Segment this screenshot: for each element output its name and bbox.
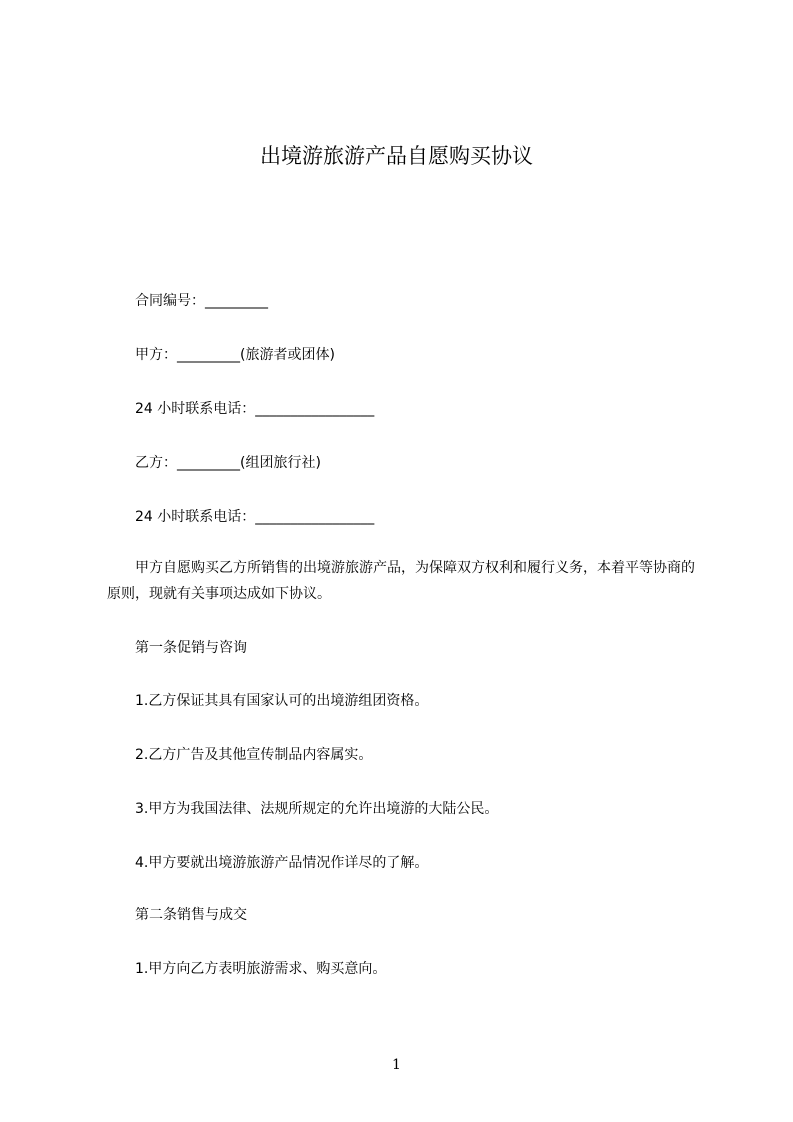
- intro-paragraph: 甲方自愿购买乙方所销售的出境游旅游产品，为保障双方权利和履行义务，本着平等协商的原则，现就有关事项达成如下协议。: [107, 560, 695, 602]
- article-1-item-4: 4.甲方要就出境游旅游产品情况作详尽的了解。: [135, 855, 429, 871]
- article-2-item-1: 1.甲方向乙方表明旅游需求、购买意向。: [135, 961, 387, 977]
- party-b-field: 乙方：_________(组团旅行社): [135, 455, 321, 471]
- article-1-item-1: 1.乙方保证其具有国家认可的出境游组团资格。: [135, 693, 429, 709]
- contract-number-field: 合同编号：_________: [135, 293, 268, 309]
- article-1-heading: 第一条促销与咨询: [135, 640, 247, 656]
- article-2-heading: 第二条销售与成交: [135, 907, 247, 923]
- page-number: 1: [392, 1057, 401, 1073]
- document-title: 出境游旅游产品自愿购买协议: [260, 144, 533, 168]
- party-b-phone-field: 24 小时联系电话：_________________: [135, 509, 375, 525]
- party-a-phone-field: 24 小时联系电话：_________________: [135, 401, 375, 417]
- article-1-item-2: 2.乙方广告及其他宣传制品内容属实。: [135, 747, 373, 763]
- article-1-item-3: 3.甲方为我国法律、法规所规定的允许出境游的大陆公民。: [135, 801, 499, 817]
- party-a-field: 甲方：_________(旅游者或团体): [135, 347, 335, 363]
